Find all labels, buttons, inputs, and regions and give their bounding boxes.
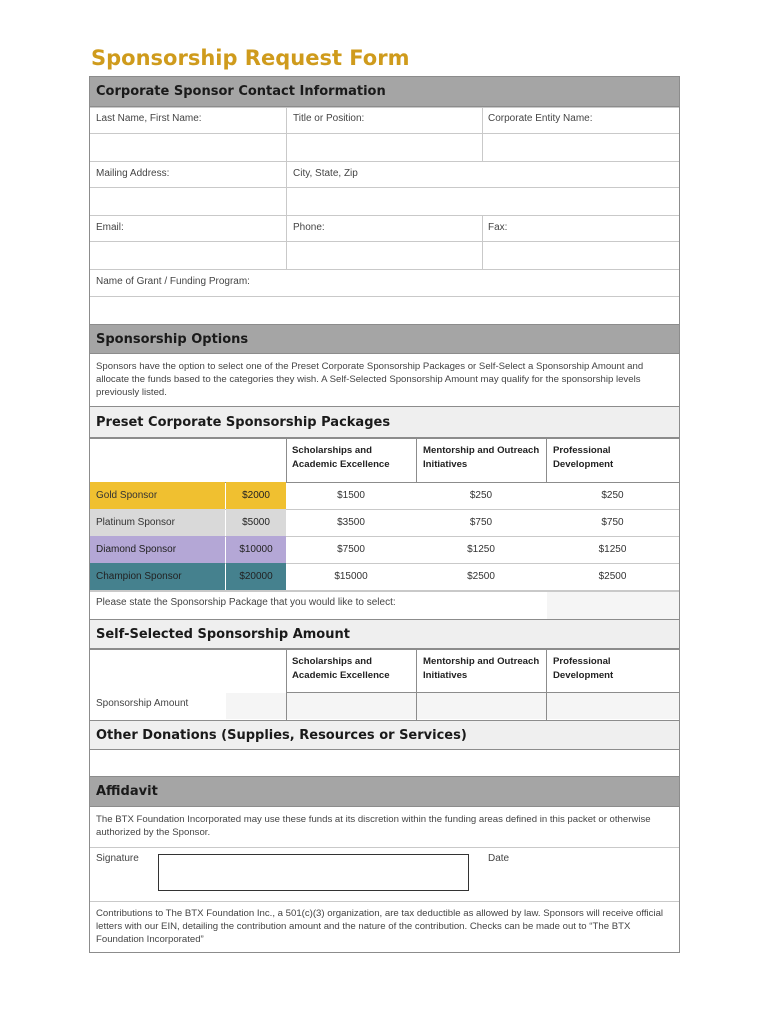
package-allocation: $1250: [467, 544, 495, 555]
package-allocation: $750: [601, 517, 624, 528]
package-allocation: $750: [469, 517, 493, 528]
package-allocation: $1500: [337, 490, 365, 501]
other-donations-field[interactable]: [90, 750, 679, 776]
self-professional-field[interactable]: [547, 693, 679, 719]
package-allocation: $250: [601, 490, 624, 501]
other-donations-header: Other Donations (Supplies, Resources or Services): [90, 720, 679, 750]
package-amount: $5000: [226, 509, 286, 536]
fax-field[interactable]: [483, 242, 679, 269]
title-position-label: Title or Position:: [293, 113, 365, 124]
affidavit-header: Affidavit: [90, 776, 679, 807]
entity-name-field[interactable]: [483, 134, 679, 161]
preset-header: Preset Corporate Sponsorship Packages: [90, 406, 679, 438]
package-amount: $10000: [226, 536, 286, 563]
package-allocation: $250: [469, 490, 493, 501]
page-title: Sponsorship Request Form: [91, 46, 410, 70]
self-col-scholarships: Scholarships and Academic Excellence: [292, 656, 390, 681]
phone-label: Phone:: [293, 222, 325, 233]
preset-col-mentorship: Mentorship and Outreach Initiatives: [423, 445, 540, 470]
signature-box[interactable]: [158, 854, 469, 891]
options-description: Sponsors have the option to select one of the Preset Corporate Sponsorship Packages or Self-Select a Sponsorship Amount and allocate the funds based to the categories they wish. A Self-Selected Sponsorship Amount may qualify for the sponsorship levels previously listed.: [96, 361, 644, 398]
options-header: Sponsorship Options: [90, 324, 679, 354]
mailing-address-label: Mailing Address:: [96, 168, 170, 179]
self-selected-header: Self-Selected Sponsorship Amount: [90, 619, 679, 649]
package-allocation: $2500: [598, 571, 627, 582]
mailing-address-field[interactable]: [90, 188, 286, 215]
package-allocation: $3500: [337, 517, 365, 528]
select-package-field[interactable]: [547, 592, 679, 619]
select-package-prompt: Please state the Sponsorship Package that you would like to select:: [96, 597, 396, 608]
grant-program-field[interactable]: [90, 297, 679, 324]
city-state-zip-field[interactable]: [287, 188, 679, 215]
email-label: Email:: [96, 222, 124, 233]
package-amount: $20000: [226, 563, 286, 590]
entity-name-label: Corporate Entity Name:: [488, 113, 593, 124]
self-scholarships-field[interactable]: [287, 693, 416, 719]
affidavit-text: The BTX Foundation Incorporated may use these funds at its discretion within the funding areas defined in this packet or otherwise authorized by the Sponsor.: [96, 814, 651, 838]
tax-deductible-note: Contributions to The BTX Foundation Inc., a 501(c)(3) organization, are tax deductible as allowed by law. Sponsors will receive official letters with our EIN, detailing the contribution amount and the nature of the contribution. Checks can be made out to “The BTX Foundation Incorporated”: [96, 908, 664, 945]
signature-label: Signature: [96, 853, 139, 864]
last-name-field[interactable]: [90, 134, 286, 161]
package-name: Champion Sponsor: [90, 563, 225, 590]
title-position-field[interactable]: [287, 134, 482, 161]
preset-col-professional: Professional Development: [553, 445, 614, 470]
preset-col-scholarships: Scholarships and Academic Excellence: [292, 445, 390, 470]
email-field[interactable]: [90, 242, 286, 269]
self-mentorship-field[interactable]: [417, 693, 546, 719]
package-allocation: $2500: [467, 571, 495, 582]
package-allocation: $1250: [598, 544, 627, 555]
phone-field[interactable]: [287, 242, 482, 269]
fax-label: Fax:: [488, 222, 508, 233]
package-allocation: $7500: [337, 544, 365, 555]
self-col-professional: Professional Development: [553, 656, 614, 681]
package-amount: $2000: [226, 482, 286, 509]
city-state-zip-label: City, State, Zip: [293, 168, 358, 179]
package-name: Platinum Sponsor: [90, 509, 225, 536]
sponsorship-amount-label: Sponsorship Amount: [96, 698, 189, 709]
row-divider: [90, 590, 679, 591]
self-col-mentorship: Mentorship and Outreach Initiatives: [423, 656, 540, 681]
contact-header: Corporate Sponsor Contact Information: [90, 77, 679, 107]
sponsorship-form: [89, 76, 680, 953]
package-allocation: $15000: [334, 571, 368, 582]
grant-program-label: Name of Grant / Funding Program:: [96, 276, 250, 287]
date-label: Date: [488, 853, 510, 864]
sponsorship-amount-field[interactable]: [226, 693, 286, 719]
last-name-label: Last Name, First Name:: [96, 113, 202, 124]
package-name: Diamond Sponsor: [90, 536, 225, 563]
package-name: Gold Sponsor: [90, 482, 225, 509]
